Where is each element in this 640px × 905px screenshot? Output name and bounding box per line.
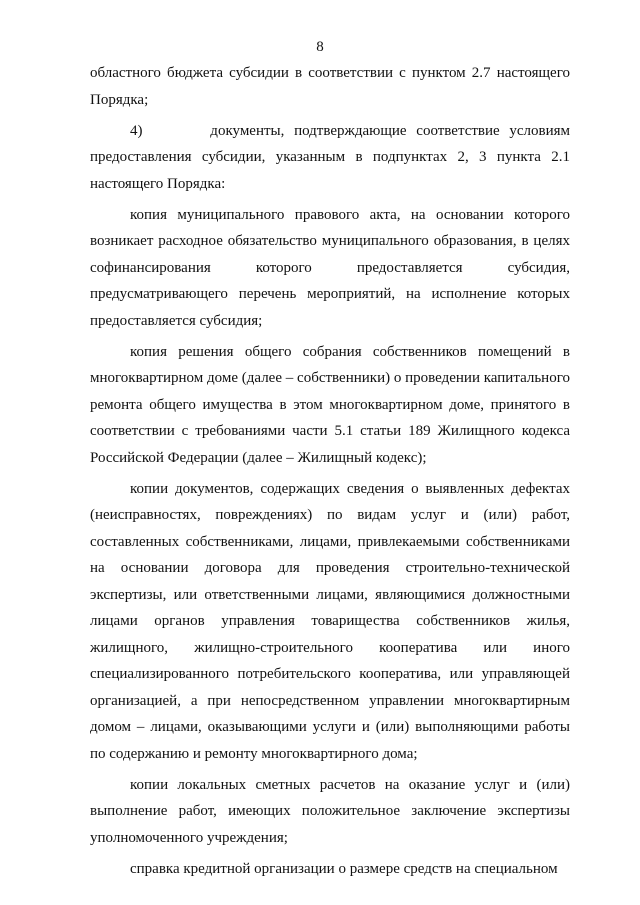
paragraph-bank-certificate: справка кредитной организации о размере средств на специальном — [130, 860, 558, 877]
paragraph-municipal-act: копия муниципального правового акта, на основании которого возникает расходное обязательство муниципального образования, в целях софинансирования которого предоставляется субсидия, предусматривающего перечень мероприятий, на исполнение которых предоставляется субсидия; — [90, 206, 570, 329]
paragraph-defect-documents: копии документов, содержащих сведения о выявленных дефектах (неисправностях, повреждениях) по видам услуг и (или) работ, составленных собственниками, лицами, привлекаемыми собственниками на основании договора для проведения строительно-технической экспертизы, или ответственными лицами, являющимися должностными лицами органов управления товарищества собственников жилья, жилищного, жилищно-строительного кооператива или иного специализированного потребительского кооператива, или управляющей организацией, а при непосредственном управлении многоквартирным домом – лицами, оказывающими услуги и (или) выполняющими работы по содержанию и ремонту многоквартирного дома; — [90, 480, 570, 762]
paragraph-estimates: копии локальных сметных расчетов на оказание услуг и (или) выполнение работ, имеющих положительное заключение экспертизы уполномоченного учреждения; — [90, 776, 570, 846]
paragraph-continuation: областного бюджета субсидии в соответствии с пунктом 2.7 настоящего Порядка; — [90, 65, 570, 108]
document-body — [90, 60, 570, 882]
page-number: 8 — [316, 39, 324, 55]
paragraph-item-4: 4) документы, подтверждающие соответствие условиям предоставления субсидии, указанным в подпунктах 2, 3 пункта 2.1 настоящего Порядка: — [90, 122, 570, 192]
paragraph-owners-meeting: копия решения общего собрания собственников помещений в многоквартирном доме (далее – собственники) о проведении капитального ремонта общего имущества в этом многоквартирном доме, принятого в соответствии с требованиями части 5.1 статьи 189 Жилищного кодекса Российской Федерации (далее – Жилищный кодекс); — [90, 343, 570, 466]
